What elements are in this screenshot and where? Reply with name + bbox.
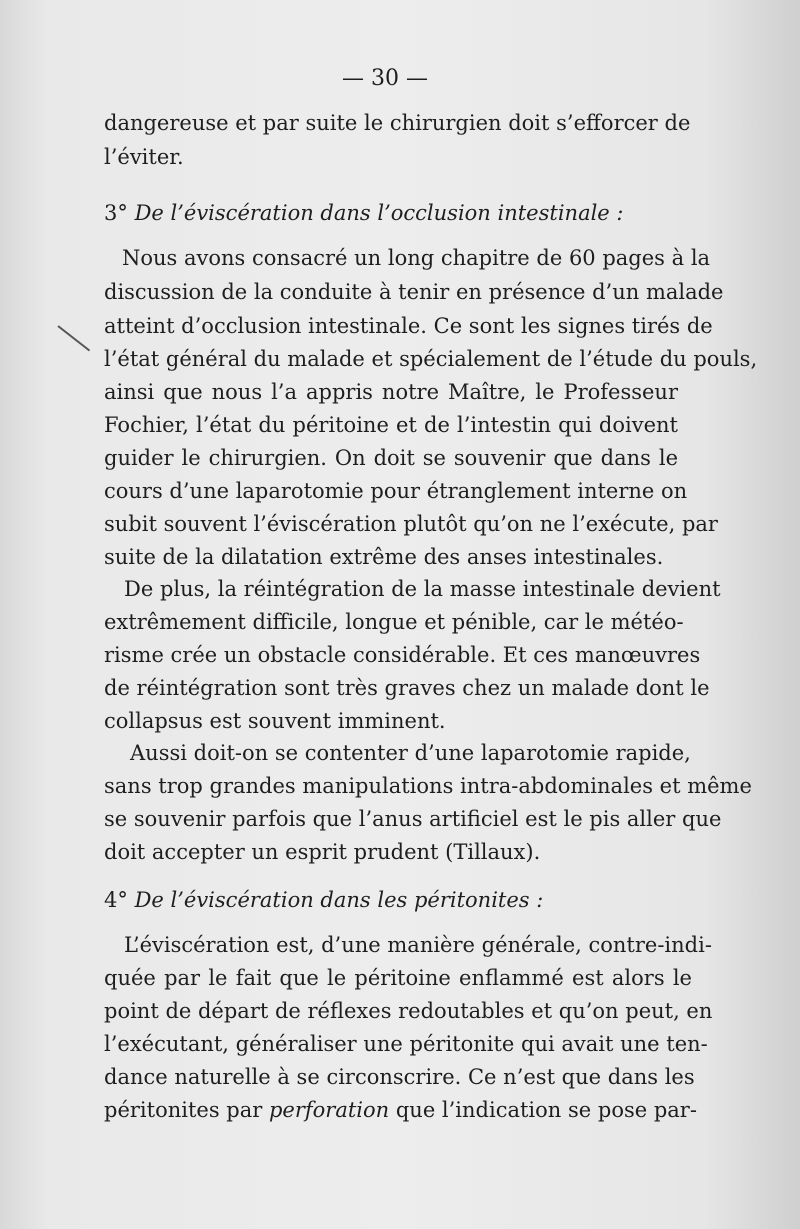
text-line: dance naturelle à se circonscrire. Ce n’est que dans les: [104, 1065, 695, 1089]
text-line: discussion de la conduite à tenir en présence d’un malade: [104, 280, 724, 304]
text-line: Nous avons consacré un long chapitre de 60 pages à la: [122, 246, 711, 270]
text-line: extrêmement difficile, longue et pénible, car le météo-: [104, 610, 684, 634]
section-heading: [104, 198, 623, 228]
text-line: guider le chirurgien. On doit se souvenir que dans le: [104, 446, 678, 470]
italic-term: perforation: [268, 1098, 390, 1122]
text-line: collapsus est souvent imminent.: [104, 709, 446, 733]
text-line: [104, 1095, 697, 1125]
text-line: doit accepter un esprit prudent (Tillaux).: [104, 840, 541, 864]
text-line: risme crée un obstacle considérable. Et ces manœuvres: [104, 643, 701, 667]
text-line: Aussi doit-on se contenter d’une laparotomie rapide,: [130, 741, 691, 765]
text-line: se souvenir parfois que l’anus artificiel est le pis aller que: [104, 807, 722, 831]
margin-pencil-mark: [57, 325, 90, 351]
text-line: l’état général du malade et spécialement de l’étude du pouls,: [104, 347, 758, 371]
text-run: péritonites par: [104, 1098, 269, 1122]
text-line: cours d’une laparotomie pour étranglement interne on: [104, 479, 688, 503]
section-title: De l’éviscération dans les péritonites :: [134, 888, 544, 912]
text-line: L’éviscération est, d’une manière générale, contre-indi-: [124, 933, 712, 957]
text-line: De plus, la réintégration de la masse intestinale devient: [124, 577, 721, 601]
text-line: Fochier, l’état du péritoine et de l’intestin qui doivent: [104, 413, 678, 437]
text-line: suite de la dilatation extrême des anses intestinales.: [104, 545, 664, 569]
text-line: subit souvent l’éviscération plutôt qu’on ne l’exécute, par: [104, 512, 718, 536]
text-line: point de départ de réflexes redoutables et qu’on peut, en: [104, 999, 713, 1023]
text-line: ainsi que nous l’a appris notre Maître, le Professeur: [104, 380, 678, 404]
section-title: De l’éviscération dans l’occlusion intestinale :: [134, 201, 624, 225]
text-line: dangereuse et par suite le chirurgien doit s’efforcer de: [104, 111, 691, 135]
text-line: de réintégration sont très graves chez un malade dont le: [104, 676, 710, 700]
text-line: l’exécutant, généraliser une péritonite qui avait une ten-: [104, 1032, 708, 1056]
section-heading: [104, 885, 543, 915]
page-number: — 30 —: [342, 66, 428, 91]
text-line: l’éviter.: [104, 145, 184, 169]
text-line: sans trop grandes manipulations intra-abdominales et même: [104, 774, 752, 798]
section-number: 3°: [104, 201, 128, 225]
text-line: quée par le fait que le péritoine enflammé est alors le: [104, 966, 692, 990]
section-number: 4°: [104, 888, 128, 912]
text-line: atteint d’occlusion intestinale. Ce sont les signes tirés de: [104, 314, 713, 338]
text-run: que l’indication se pose par-: [389, 1098, 697, 1122]
